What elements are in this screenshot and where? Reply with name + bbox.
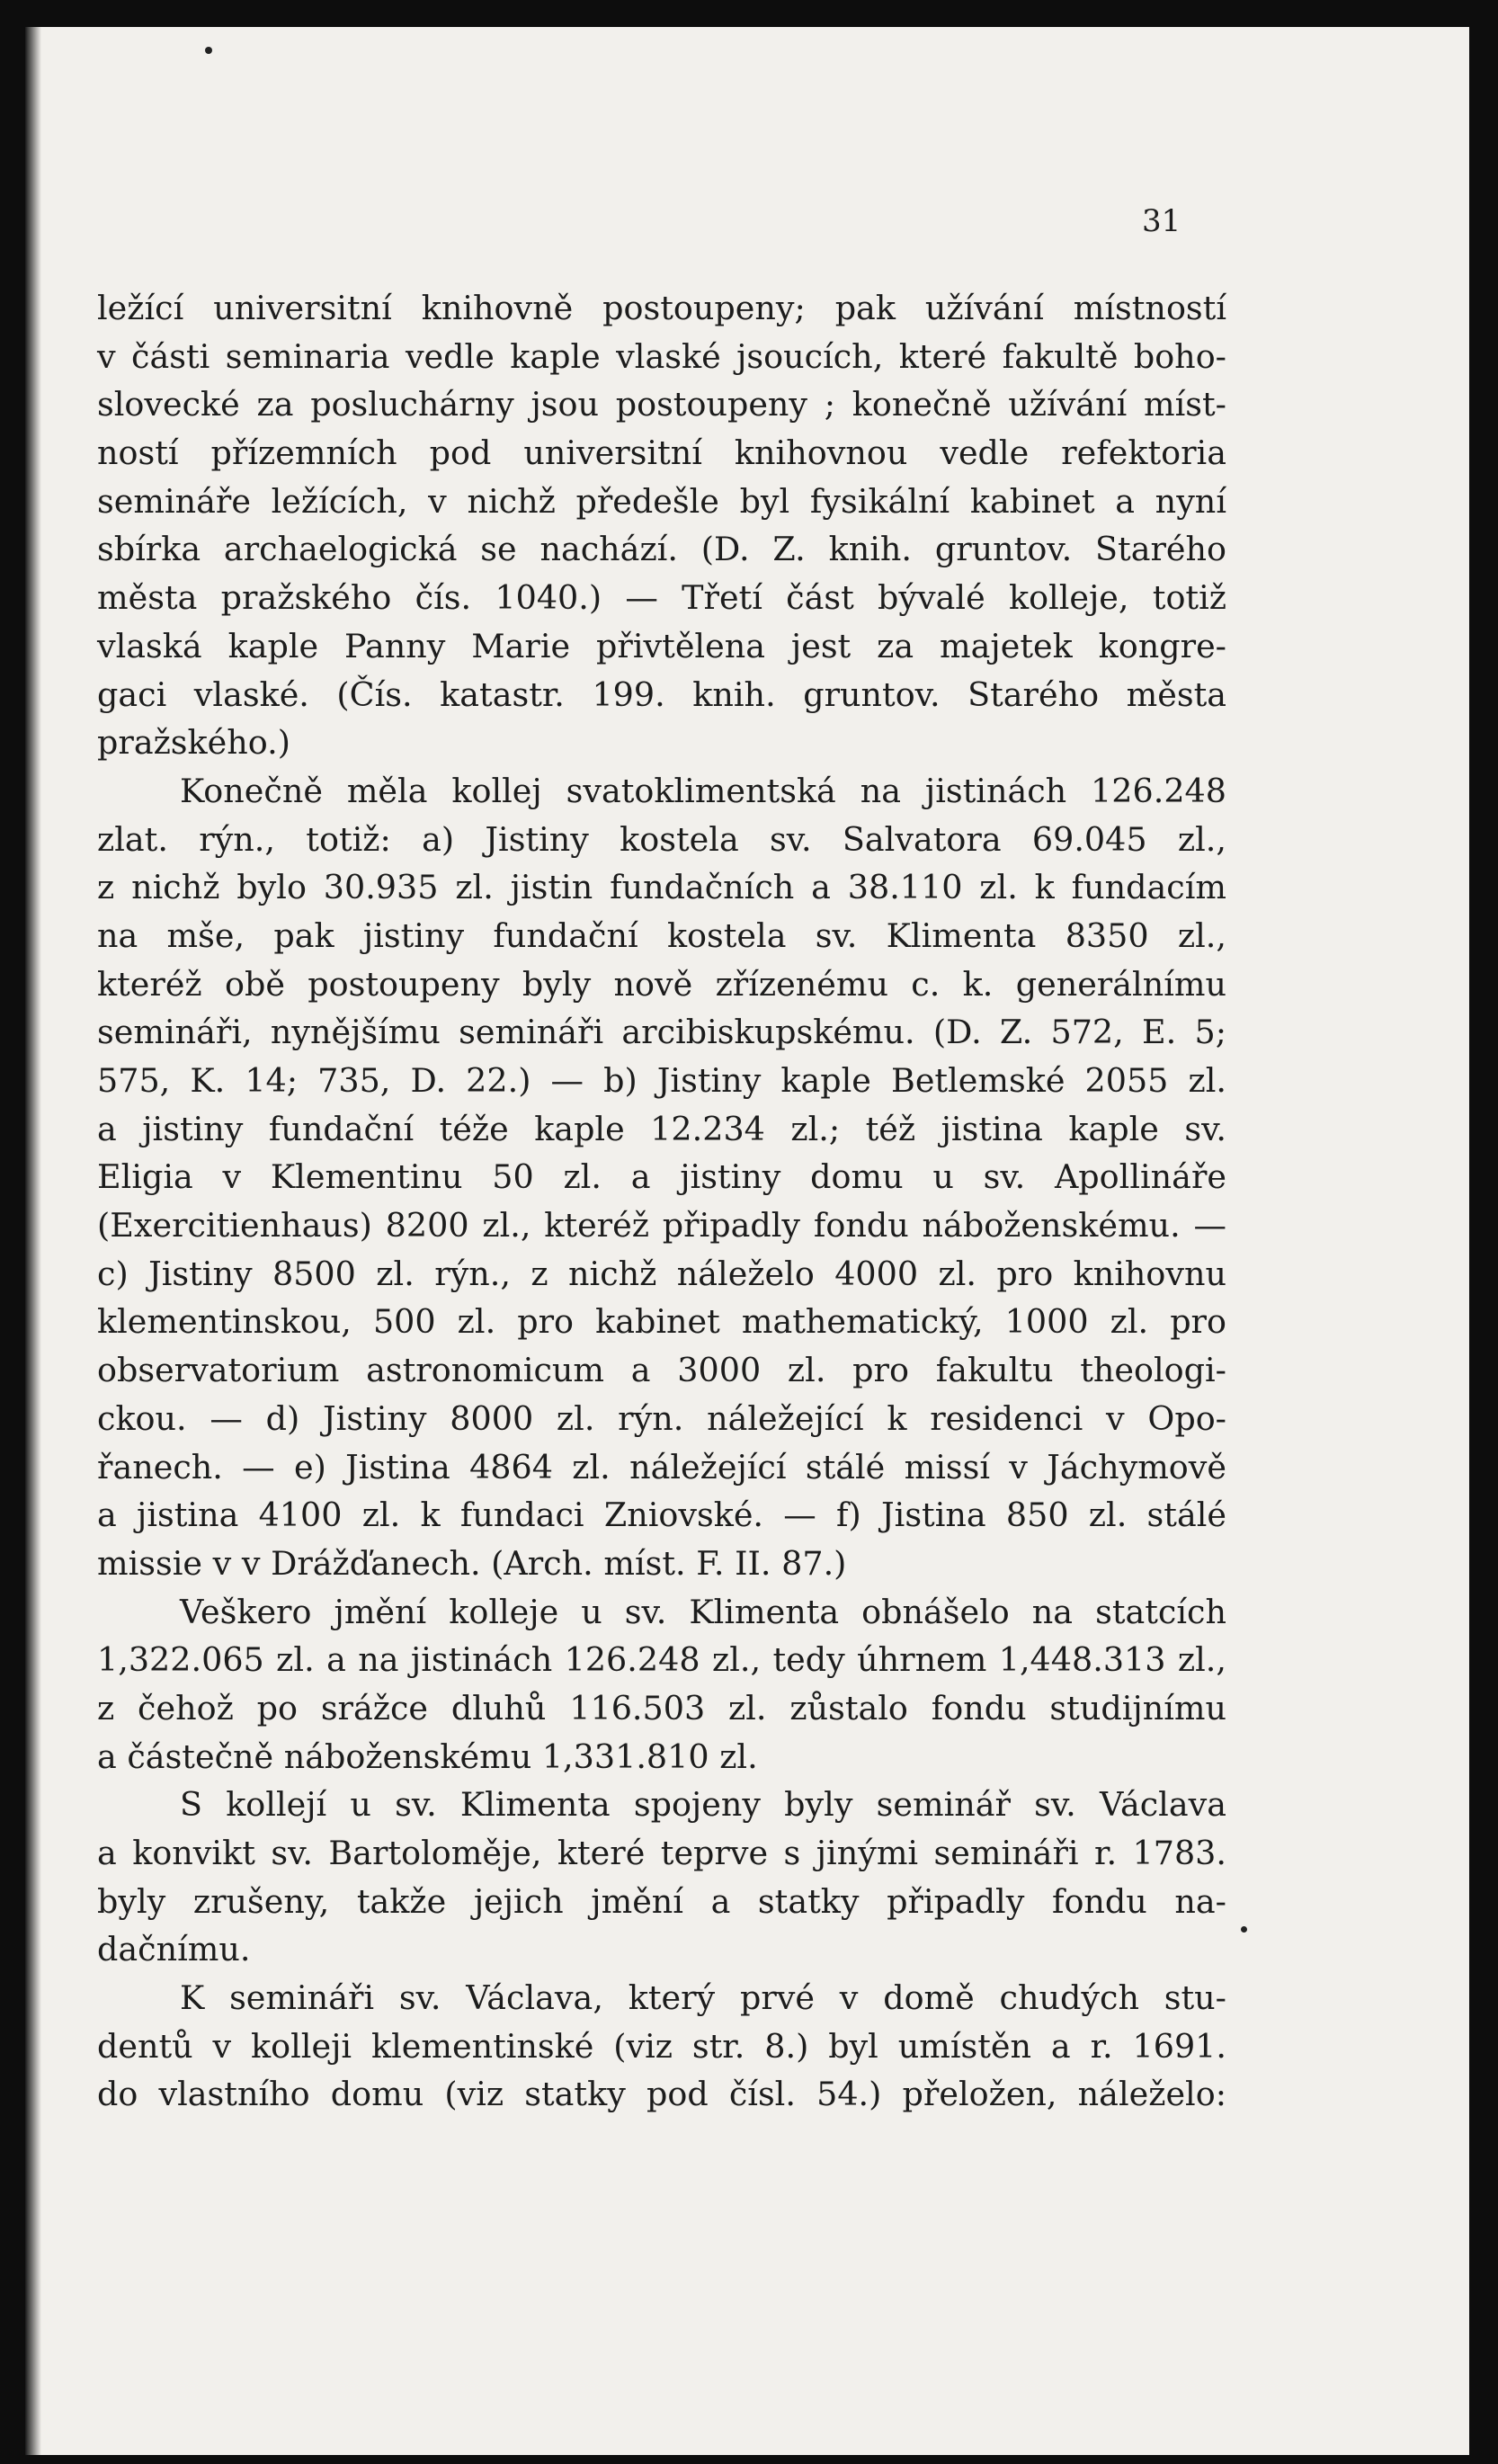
text-line: (Exercitienhaus) 8200 zl., kteréž připadly fondu náboženskému. — — [97, 1206, 1226, 1245]
text-line: K semináři sv. Václava, který prvé v domě chudých stu- — [180, 1978, 1226, 2018]
text-line: ležící universitní knihovně postoupeny; pak užívání místností — [97, 289, 1226, 327]
text-line: dačnímu. — [97, 1930, 251, 1969]
text-line: 1,322.065 zl. a na jistinách 126.248 zl., tedy úhrnem 1,448.313 zl., — [97, 1640, 1226, 1680]
text-line: vlaská kaple Panny Marie přivtělena jest za majetek kongre- — [97, 626, 1226, 665]
text-line: Eligia v Klementinu 50 zl. a jistiny domu u sv. Apollináře — [97, 1157, 1226, 1197]
text-line: Veškero jmění kolleje u sv. Klimenta obnášelo na statcích — [180, 1592, 1226, 1631]
text-line: c) Jistiny 8500 zl. rýn., z nichž náleželo 4000 zl. pro knihovnu — [97, 1254, 1226, 1293]
text-line: observatorium astronomicum a 3000 zl. pro fakultu theologi- — [97, 1351, 1226, 1390]
text-line: ckou. — d) Jistiny 8000 zl. rýn. náležející k residenci v Opo- — [97, 1398, 1226, 1438]
text-line: byly zrušeny, takže jejich jmění a statky připadly fondu na- — [97, 1881, 1226, 1921]
text-line: v části seminaria vedle kaple vlaské jsoucích, které fakultě boho- — [97, 336, 1226, 376]
ink-speck — [1241, 1926, 1247, 1933]
text-line: na mše, pak jistiny fundační kostela sv. Klimenta 8350 zl., — [97, 915, 1226, 955]
text-line: 575, K. 14; 735, D. 22.) — b) Jistiny kaple Betlemské 2055 zl. — [97, 1061, 1226, 1100]
text-line: města pražského čís. 1040.) — Třetí část bývalé kolleje, totiž — [97, 578, 1226, 618]
text-line: z nichž bylo 30.935 zl. jistin fundačních a 38.110 zl. k fundacím — [97, 868, 1226, 907]
text-line: a částečně náboženskému 1,331.810 zl. — [97, 1736, 758, 1776]
text-line: sbírka archaelogická se nachází. (D. Z. knih. gruntov. Starého — [97, 530, 1226, 569]
text-line: dentů v kolleji klementinské (viz str. 8.) byl umístěn a r. 1691. — [97, 2026, 1226, 2066]
text-line: pražského.) — [97, 723, 290, 763]
text-line: řanech. — e) Jistina 4864 zl. náležející stálé missí v Jáchymově — [97, 1447, 1226, 1486]
page-number: 31 — [1142, 203, 1181, 239]
text-line: S kollejí u sv. Klimenta spojeny byly seminář sv. Václava — [180, 1785, 1226, 1825]
text-line: kteréž obě postoupeny byly nově zřízenému c. k. generálnímu — [97, 964, 1226, 1004]
text-line: semináři, nynějšímu semináři arcibiskupskému. (D. Z. 572, E. 5; — [97, 1013, 1226, 1052]
text-line: z čehož po srážce dluhů 116.503 zl. zůstalo fondu studijnímu — [97, 1688, 1226, 1727]
text-line: a jistiny fundační téže kaple 12.234 zl.; též jistina kaple sv. — [97, 1109, 1226, 1148]
text-line: zlat. rýn., totiž: a) Jistiny kostela sv. Salvatora 69.045 zl., — [97, 819, 1226, 859]
text-line: semináře ležících, v nichž předešle byl fysikální kabinet a nyní — [97, 481, 1226, 521]
body-text — [97, 284, 1226, 2119]
book-page — [25, 27, 1469, 2455]
text-line: Konečně měla kollej svatoklimentská na jistinách 126.248 — [180, 771, 1226, 810]
text-line: slovecké za posluchárny jsou postoupeny ; konečně užívání míst- — [97, 385, 1226, 424]
text-line: gaci vlaské. (Čís. katastr. 199. knih. gruntov. Starého města — [97, 674, 1226, 714]
text-line: do vlastního domu (viz statky pod čísl. 54.) přeložen, náleželo: — [97, 2075, 1226, 2114]
page-edge-shadow — [25, 27, 41, 2455]
text-line: missie v v Drážďanech. (Arch. míst. F. II. 87.) — [97, 1543, 847, 1583]
text-line: klementinskou, 500 zl. pro kabinet mathematický, 1000 zl. pro — [97, 1302, 1226, 1342]
ink-speck — [205, 47, 212, 54]
text-line: a jistina 4100 zl. k fundaci Zniovské. — f) Jistina 850 zl. stálé — [97, 1495, 1226, 1535]
text-line: a konvikt sv. Bartoloměje, které teprve s jinými semináři r. 1783. — [97, 1834, 1226, 1872]
text-line: ností přízemních pod universitní knihovnou vedle refektoria — [97, 433, 1226, 473]
